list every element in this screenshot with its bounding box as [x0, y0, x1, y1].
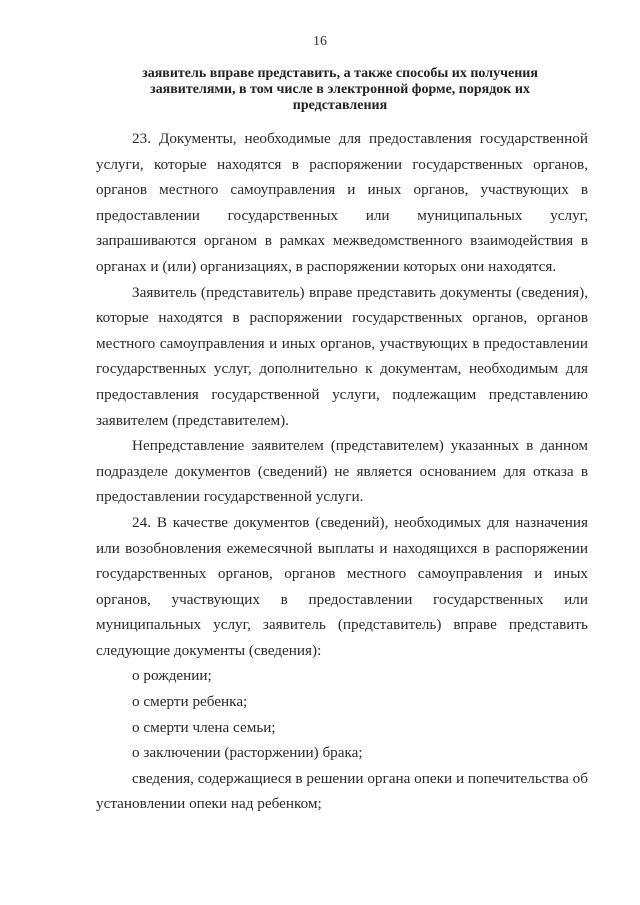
list-item: о смерти ребенка;: [132, 693, 248, 711]
document-body: [96, 126, 588, 817]
heading-line: заявитель вправе представить, а также способы их получения: [142, 66, 538, 81]
paragraph-applicant-right: Заявитель (представитель) вправе представить документы (сведения), которые находятся в распоряжении государственных органов, органов местного самоуправления и иных органов, участвующих в предоставлении государственных услуг, дополнительно к документам, необходимым для предоставления государственной услуги, подлежащим представлению заявителем (представителем).: [96, 283, 588, 429]
list-item: о смерти члена семьи;: [132, 718, 276, 736]
section-heading: [100, 66, 580, 114]
list-item: о заключении (расторжении) брака;: [132, 744, 363, 762]
paragraph-24: 24. В качестве документов (сведений), необходимых для назначения или возобновления ежемесячной выплаты и находящихся в распоряжении государственных органов, органов местного самоуправления и иных органов, участвующих в предоставлении государственных или муниципальных услуг, заявитель (представитель) вправе представить следующие документы (сведения):: [96, 513, 588, 659]
page-number: 16: [313, 34, 327, 49]
paragraph-guardianship: сведения, содержащиеся в решении органа опеки и попечительства об установлении опеки над ребенком;: [96, 769, 588, 813]
list-item: о рождении;: [132, 667, 212, 685]
heading-line: заявителями, в том числе в электронной форме, порядок их: [150, 82, 530, 97]
heading-line: представления: [292, 98, 388, 113]
paragraph-non-submission: Непредставление заявителем (представителем) указанных в данном подразделе документов (сведений) не является основанием для отказа в предоставлении государственной услуги.: [96, 437, 588, 506]
paragraph-23: 23. Документы, необходимые для предоставления государственной услуги, которые находятся в распоряжении государственных органов, органов местного самоуправления и иных органов, участвующих в предоставлении государственных или муниципальных услуг, запрашиваются органом в рамках межведомственного взаимодействия в органах и (или) организациях, в распоряжении которых они находятся.: [96, 130, 588, 275]
